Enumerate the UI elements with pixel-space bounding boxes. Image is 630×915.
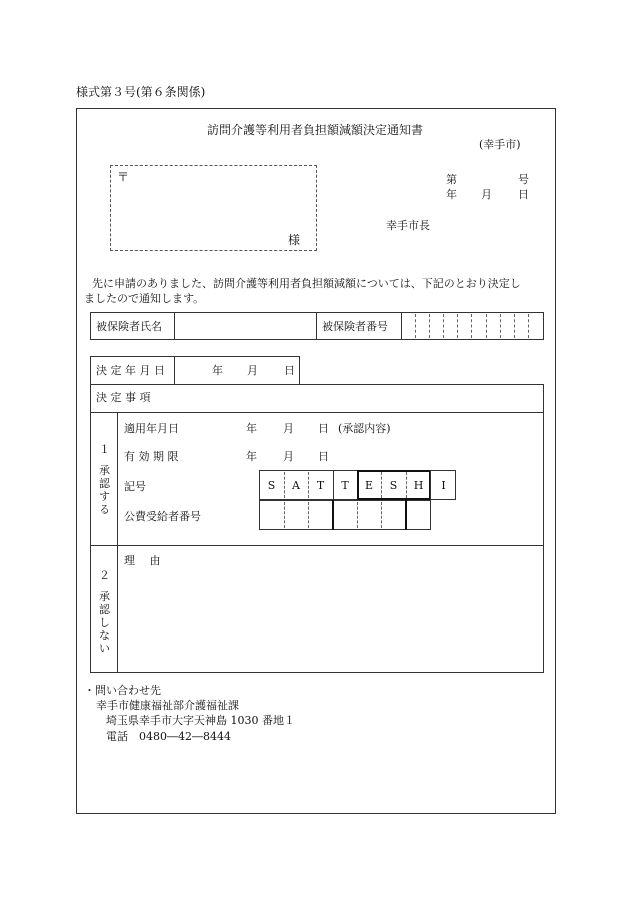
symbol-char: S: [267, 479, 276, 492]
recipient-divider-thick: [405, 500, 407, 530]
insured-divider-1: [174, 312, 175, 340]
insured-divider-3: [401, 312, 402, 340]
insured-number-label: 被保険者番号: [322, 320, 388, 333]
approve-number: １: [99, 443, 110, 456]
approve-label-char: 承: [99, 464, 110, 477]
city-label: (幸手市): [479, 138, 521, 151]
contact-heading: ・問い合わせ先: [84, 684, 161, 697]
insured-name-label: 被保険者氏名: [96, 320, 162, 333]
digit-divider: [500, 314, 501, 338]
applied-date-month: 月: [283, 422, 294, 435]
body-line-2: ましたので通知します。: [84, 292, 205, 305]
approve-label-char: 認: [99, 477, 110, 490]
deny-label-char: い: [99, 642, 110, 655]
section-label-column-divider: [117, 412, 118, 673]
form-label: 様式第３号(第６条関係): [76, 85, 206, 99]
digit-divider: [443, 314, 444, 338]
decision-items-label: 決 定 事 項: [96, 391, 151, 404]
digit-divider: [415, 314, 416, 338]
decision-date-day: 日: [284, 364, 295, 377]
contact-phone: 電話 0480―42―8444: [106, 730, 231, 743]
approve-label-char: る: [99, 503, 110, 516]
validity-day: 日: [318, 450, 329, 463]
symbol-char: A: [292, 479, 300, 492]
digit-divider: [429, 314, 430, 338]
document-title: 訪問介護等利用者負担額減額決定通知書: [207, 123, 424, 137]
doc-number-prefix: 第: [446, 173, 457, 186]
symbol-char: S: [389, 479, 398, 492]
approval-content-note: (承認内容): [338, 422, 391, 435]
symbol-char: H: [413, 479, 424, 492]
postal-mark: 〒: [117, 170, 130, 184]
symbol-char: E: [364, 479, 374, 492]
digit-divider: [514, 314, 515, 338]
deny-label-char: し: [99, 616, 110, 629]
decision-items-divider: [90, 412, 544, 413]
decision-date-label: 決 定 年 月 日: [96, 364, 165, 377]
applied-date-label: 適用年月日: [124, 422, 179, 435]
digit-divider: [471, 314, 472, 338]
applied-date-day: 日: [318, 422, 329, 435]
validity-label: 有 効 期 限: [124, 450, 179, 463]
decision-date-month: 月: [247, 364, 258, 377]
deny-label-char: 承: [99, 590, 110, 603]
digit-divider: [486, 314, 487, 338]
doc-number-suffix: 号: [518, 173, 529, 186]
decision-date-divider: [174, 356, 175, 385]
recipient-number-label: 公費受給者番号: [124, 510, 201, 523]
doc-date-month: 月: [481, 188, 492, 201]
reason-label: 理 由: [124, 554, 161, 567]
recipient-divider: [308, 502, 309, 528]
recipient-divider: [357, 502, 358, 528]
symbol-char: T: [341, 479, 349, 492]
approve-label-char: す: [99, 490, 110, 503]
honorific-sama: 様: [288, 233, 301, 247]
doc-date-day: 日: [518, 188, 529, 201]
validity-year: 年: [246, 450, 257, 463]
deny-label-char: な: [99, 629, 110, 642]
body-line-1: 先に申請のありました、訪問介護等利用者負担額減額については、下記のとおり決定し: [92, 277, 521, 290]
contact-department: 幸手市健康福祉部介護福祉課: [96, 699, 239, 712]
contact-address: 埼玉県幸手市大字天神島 1030 番地１: [106, 714, 295, 727]
digit-divider: [457, 314, 458, 338]
deny-number: ２: [99, 569, 110, 582]
symbol-char: I: [441, 479, 446, 492]
address-box: [110, 165, 317, 251]
symbol-label: 記号: [124, 480, 146, 493]
recipient-divider: [284, 502, 285, 528]
recipient-divider: [381, 502, 382, 528]
recipient-divider-thick: [332, 500, 334, 530]
decision-date-year: 年: [212, 364, 223, 377]
applied-date-year: 年: [246, 422, 257, 435]
issuer: 幸手市長: [386, 219, 430, 232]
digit-divider: [528, 314, 529, 338]
validity-month: 月: [283, 450, 294, 463]
insured-divider-2: [316, 312, 317, 340]
deny-label-char: 認: [99, 603, 110, 616]
symbol-last-cell: [430, 470, 456, 500]
symbol-char: T: [316, 479, 325, 492]
doc-date-year: 年: [446, 188, 457, 201]
approve-deny-divider: [90, 545, 544, 546]
